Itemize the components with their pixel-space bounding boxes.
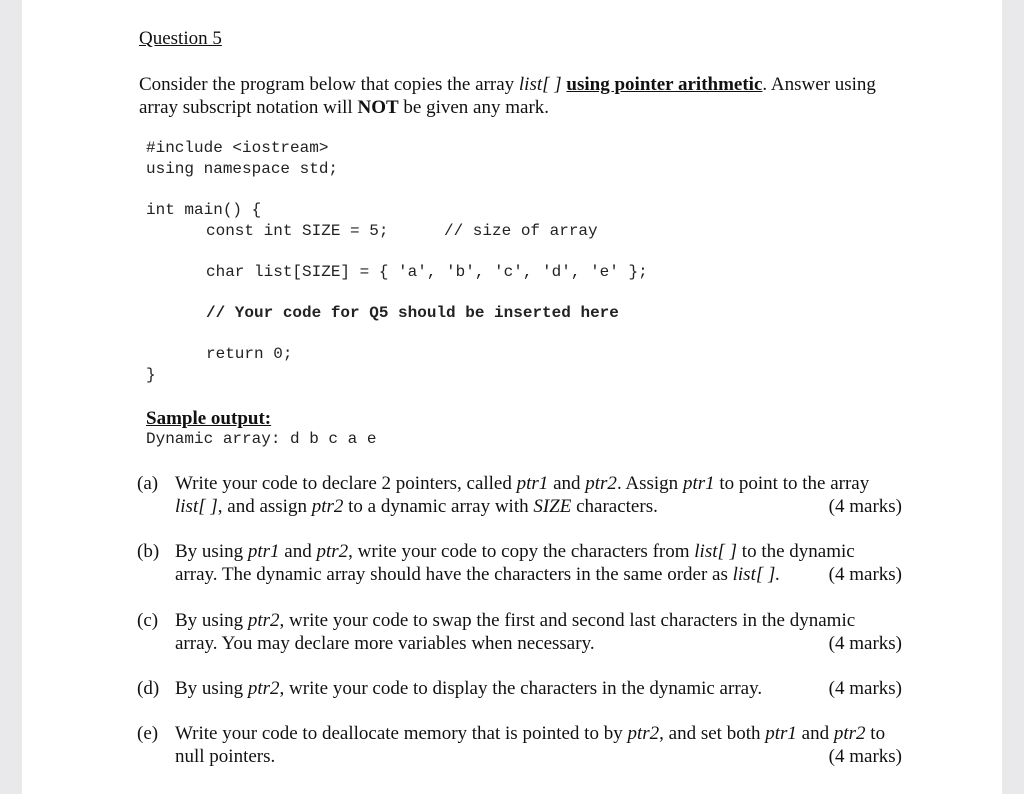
part-c-marks: (4 marks) [828,633,902,654]
part-b-label: (b) [137,541,160,562]
code-const-comment: // size of array [444,222,598,240]
sample-output-heading: Sample output: [146,408,272,429]
part-c-label: (c) [137,610,159,631]
code-include: #include <iostream> [146,139,329,157]
intro-line-1: Consider the program below that copies the array list[ ] using pointer arithmetic. Answer using [139,74,876,95]
question-title: Question 5 [139,28,222,49]
intro-line-2: array subscript notation will NOT be given any mark. [139,97,550,118]
emphasis-text: using pointer arithmetic [566,74,763,95]
code-main-close: } [146,366,156,384]
list-term: list[ ] [518,74,562,95]
question-intro [139,73,902,119]
code-return-line: return 0; [206,345,293,363]
part-a-label: (a) [137,473,159,494]
code-const-line: const int SIZE = 5; [206,222,389,240]
sample-output-text: Dynamic array: d b c a e [146,430,377,448]
part-a-marks: (4 marks) [828,496,902,517]
code-using: using namespace std; [146,160,339,178]
document-page: Question 5 Consider the program below that copies the array list[ ] using pointer arithmetic. Answer using array subscript notation will NOT be given any mark. #include <iostream> using namespace std; int main() { const int SIZE = 5; // size of array char list[SIZE] = { 'a', 'b', 'c', 'd', 'e' }; // Your code for Q5 should be inserted here return 0; } Sample output: Dynamic array: d b c a e (a) Write your code to declare 2 pointers, called ptr1 and ptr2. Assign ptr1 to point to the array list[ ], and assign ptr2 to a dynamic array with SIZE characters. (4 marks) (b) By using ptr1 and ptr2, write your code to copy the characters from list[ ] to the dynamic array. The dynamic array should have the characters in the same order as list[ ]. (4 marks) (c) By using ptr2, write your code to swap the first and second last characters in the dynamic array. You may declare more variables when necessary. (4 marks) (d) By using ptr2, write your code to display the characters in the dynamic array. (4 marks) (e) Write your code to deallocate memory that is pointed to by ptr2, and set both ptr1 and ptr2 to null pointers. (4 marks) [22,0,1002,794]
part-d-marks: (4 marks) [828,678,902,699]
part-e-marks: (4 marks) [828,746,902,767]
part-e-label: (e) [137,723,159,744]
code-char-line: char list[SIZE] = { 'a', 'b', 'c', 'd', 'e' }; [206,263,648,281]
part-b-marks: (4 marks) [828,564,902,585]
code-insert-comment: // Your code for Q5 should be inserted here [206,304,619,322]
code-main-open: int main() { [146,201,262,219]
not-emphasis: NOT [357,97,399,118]
part-d-label: (d) [137,678,160,699]
